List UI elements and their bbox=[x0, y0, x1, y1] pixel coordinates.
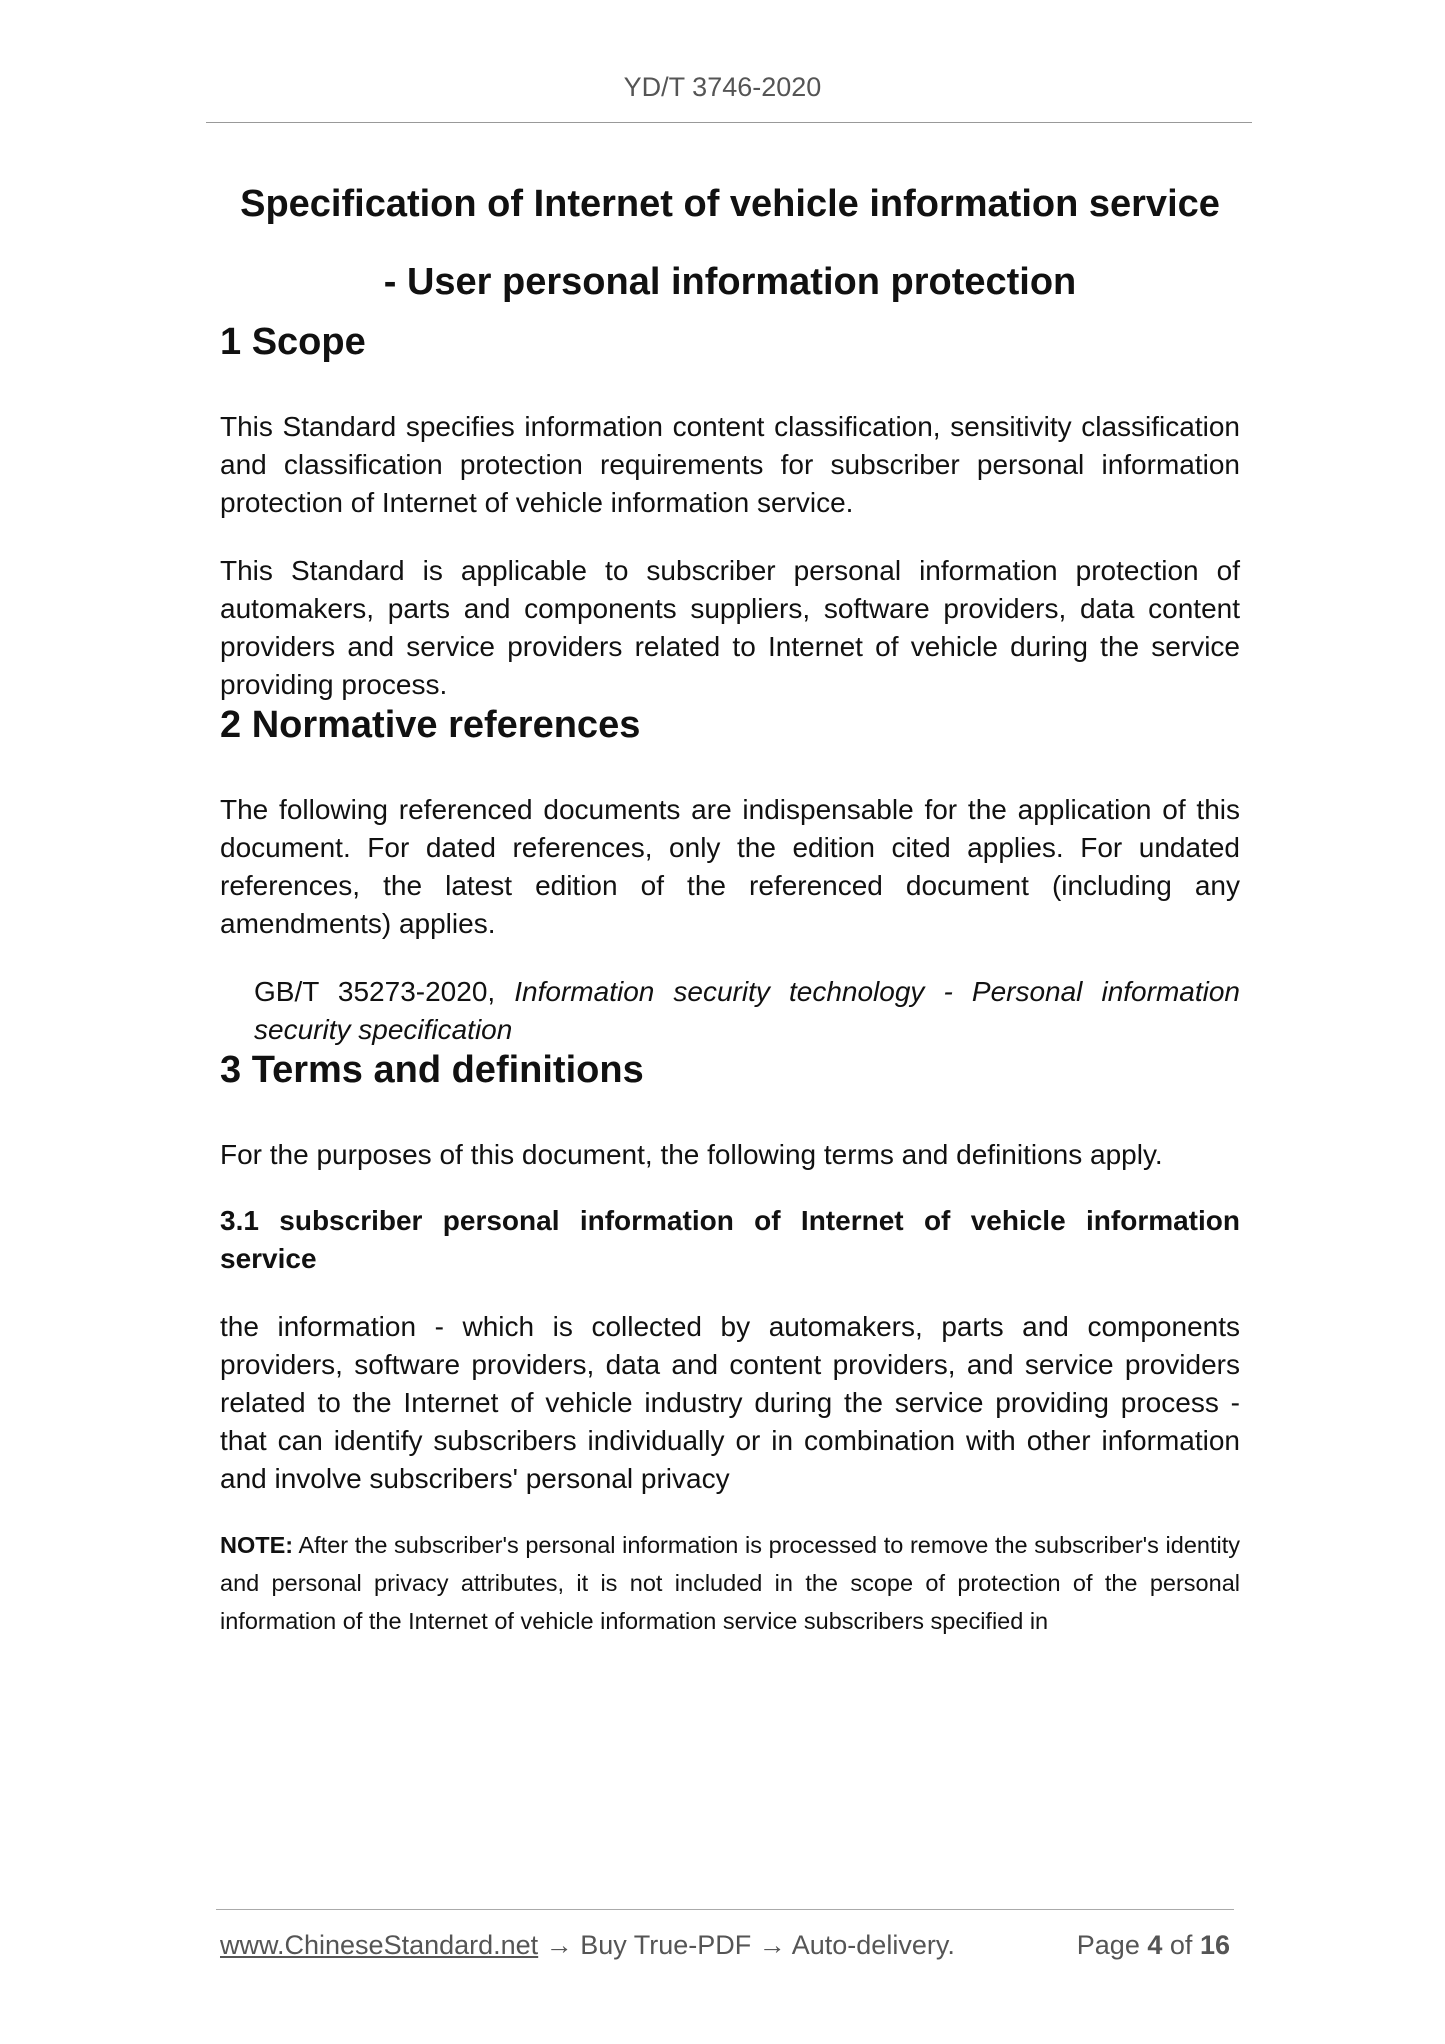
document-number-header: YD/T 3746-2020 bbox=[623, 72, 822, 102]
terms-intro-paragraph: For the purposes of this document, the following terms and definitions apply. bbox=[220, 1139, 1163, 1170]
page-total: 16 bbox=[1199, 1930, 1230, 1960]
note-label: NOTE: bbox=[220, 1532, 294, 1558]
website-link[interactable]: www.ChineseStandard.net bbox=[220, 1930, 539, 1960]
normative-paragraph-1: The following referenced documents are indispensable for the application of this document. For dated references, only the edition cited applies. For undated references, the latest edition of the referenced document (including any amendments) applies. bbox=[220, 794, 1240, 939]
note-text: After the subscriber's personal information is processed to remove the subscriber's identity and personal privacy attributes, it is not included in the scope of protection of the personal information of the Internet of vehicle information service subscribers specified in bbox=[220, 1532, 1241, 1634]
footer-promo-text: → Buy True-PDF → Auto-delivery. bbox=[545, 1930, 955, 1960]
page-of-label: of bbox=[1169, 1930, 1193, 1960]
header-divider bbox=[206, 122, 1252, 123]
footer-promo bbox=[220, 1930, 955, 1961]
scope-paragraph-1: This Standard specifies information content classification, sensitivity classification and classification protection requirements for subscriber personal information protection of Internet of vehicle information service. bbox=[220, 411, 1240, 518]
page-current: 4 bbox=[1147, 1930, 1163, 1960]
scope-paragraph-2: This Standard is applicable to subscriber personal information protection of automakers, parts and components suppliers, software providers, data content providers and service providers related to Internet of vehicle during the service providing process. bbox=[220, 555, 1240, 700]
normative-reference-entry bbox=[254, 973, 1240, 1049]
term-3-1-note bbox=[220, 1526, 1240, 1640]
section-heading-terms-definitions: 3 Terms and definitions bbox=[220, 1049, 644, 1091]
page-number bbox=[1077, 1930, 1230, 1961]
footer-divider bbox=[216, 1909, 1234, 1910]
page-content bbox=[220, 165, 1240, 1640]
title-line-1: Specification of Internet of vehicle information service bbox=[240, 183, 1220, 225]
reference-title: Information security technology - Personal information security specification bbox=[254, 976, 1240, 1045]
page-label: Page bbox=[1076, 1930, 1140, 1960]
section-heading-normative-references: 2 Normative references bbox=[220, 704, 641, 746]
section-heading-scope: 1 Scope bbox=[220, 321, 366, 363]
term-3-1-definition: the information - which is collected by automakers, parts and components providers, software providers, data and content providers, and service providers related to the Internet of vehicle industry during the service providing process - that can identify subscribers individually or in combination with other information and involve subscribers' personal privacy bbox=[220, 1311, 1240, 1494]
title-line-2: - User personal information protection bbox=[383, 261, 1077, 303]
document-title bbox=[220, 165, 1240, 321]
term-3-1-heading: 3.1 subscriber personal information of Internet of vehicle information service bbox=[220, 1205, 1240, 1274]
reference-code: GB/T 35273-2020, bbox=[254, 976, 496, 1007]
